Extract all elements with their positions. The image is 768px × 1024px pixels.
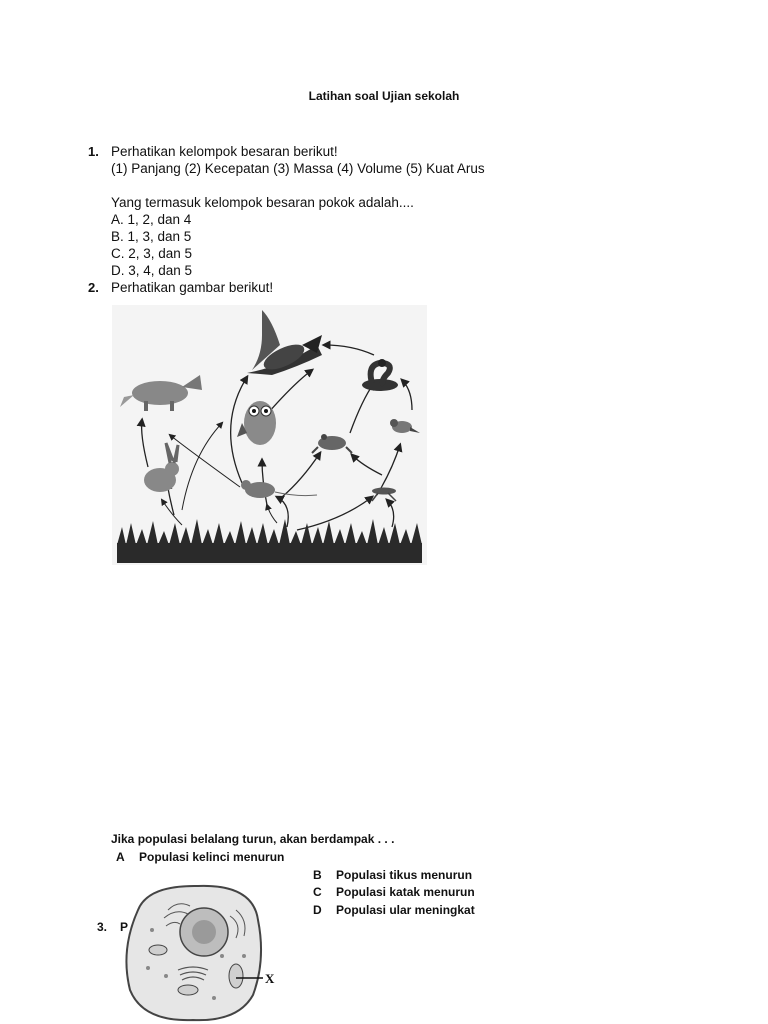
question-2-prompt: Perhatikan gambar berikut!	[111, 280, 274, 295]
question-1-option-c: C. 2, 3, dan 5	[111, 246, 193, 261]
question-1-items: (1) Panjang (2) Kecepatan (3) Massa (4) Volume (5) Kuat Arus	[111, 161, 485, 176]
question-3-prompt: P	[120, 920, 129, 934]
question-2-text: Jika populasi belalang turun, akan berdampak . . .	[111, 832, 395, 846]
question-2-option-a-text: Populasi kelinci menurun	[139, 850, 285, 864]
question-1-prompt: Perhatikan kelompok besaran berikut!	[111, 144, 338, 159]
question-1	[111, 143, 485, 279]
question-2-option-d-letter: D	[313, 903, 322, 917]
label-x: X	[265, 971, 275, 986]
question-2-option-d-text: Populasi ular meningkat	[336, 903, 475, 917]
question-1-option-b: B. 1, 3, dan 5	[111, 229, 192, 244]
question-2-option-c-text: Populasi katak menurun	[336, 885, 475, 899]
nucleus-icon	[180, 908, 228, 956]
question-2-option-b-letter: B	[313, 868, 322, 882]
question-1-number: 1.	[88, 144, 99, 159]
question-1-option-d: D. 3, 4, dan 5	[111, 263, 193, 278]
question-3-number: 3.	[97, 920, 108, 934]
animal-cell-illustration	[118, 880, 288, 1024]
question-1-text: Yang termasuk kelompok besaran pokok adalah....	[111, 195, 414, 210]
question-1-option-a: A. 1, 2, dan 4	[111, 212, 192, 227]
question-2-option-a-letter: A	[116, 850, 125, 864]
page-title: Latihan soal Ujian sekolah	[308, 89, 460, 103]
food-web-illustration	[112, 305, 427, 565]
question-2-number: 2.	[88, 280, 99, 295]
question-2-option-c-letter: C	[313, 885, 322, 899]
question-2-option-b-text: Populasi tikus menurun	[336, 868, 473, 882]
